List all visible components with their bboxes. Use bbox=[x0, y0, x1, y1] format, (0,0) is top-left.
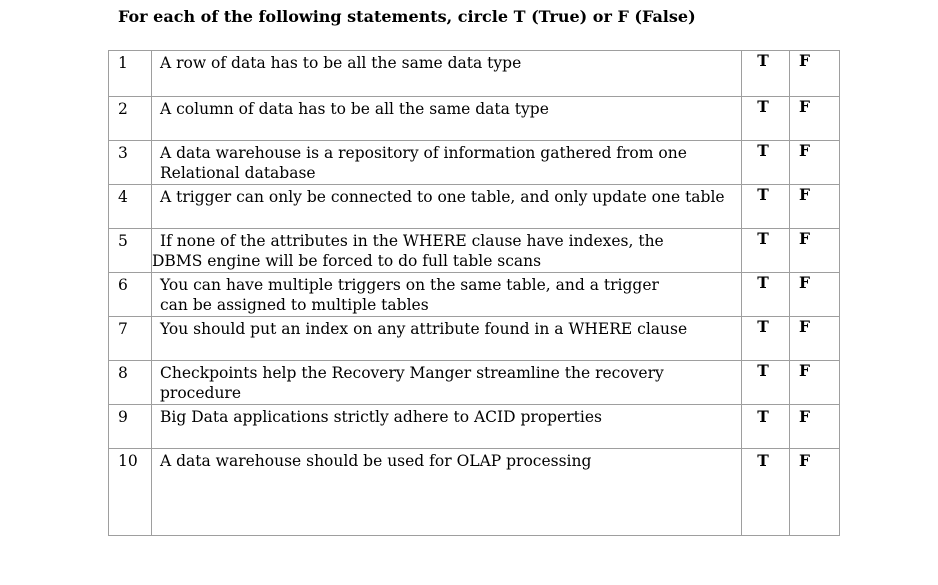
question-statement: A column of data has to be all the same data type bbox=[152, 97, 742, 141]
question-number: 10 bbox=[109, 449, 152, 536]
false-option[interactable]: F bbox=[790, 317, 840, 361]
question-number: 6 bbox=[109, 273, 152, 317]
true-option[interactable]: T bbox=[742, 51, 790, 97]
true-option[interactable]: T bbox=[742, 317, 790, 361]
question-number: 8 bbox=[109, 361, 152, 405]
question-row-10 bbox=[109, 449, 840, 536]
question-statement bbox=[152, 361, 742, 405]
false-option[interactable]: F bbox=[790, 97, 840, 141]
false-option[interactable]: F bbox=[790, 361, 840, 405]
question-number: 1 bbox=[109, 51, 152, 97]
statement-line: Checkpoints help the Recovery Manger streamline the recovery bbox=[160, 364, 664, 382]
question-number: 2 bbox=[109, 97, 152, 141]
question-statement: Big Data applications strictly adhere to ACID properties bbox=[152, 405, 742, 449]
true-option[interactable]: T bbox=[742, 97, 790, 141]
true-option[interactable]: T bbox=[742, 405, 790, 449]
true-option[interactable]: T bbox=[742, 449, 790, 536]
true-option[interactable]: T bbox=[742, 229, 790, 273]
question-row-3 bbox=[109, 141, 840, 185]
question-statement bbox=[152, 273, 742, 317]
true-option[interactable]: T bbox=[742, 185, 790, 229]
question-row-6 bbox=[109, 273, 840, 317]
true-option[interactable]: T bbox=[742, 141, 790, 185]
question-number: 7 bbox=[109, 317, 152, 361]
true-option[interactable]: T bbox=[742, 273, 790, 317]
false-option[interactable]: F bbox=[790, 185, 840, 229]
question-row-7 bbox=[109, 317, 840, 361]
question-number: 5 bbox=[109, 229, 152, 273]
question-statement: You should put an index on any attribute found in a WHERE clause bbox=[152, 317, 742, 361]
question-number: 9 bbox=[109, 405, 152, 449]
true-false-table bbox=[108, 50, 840, 536]
false-option[interactable]: F bbox=[790, 141, 840, 185]
statement-line: DBMS engine will be forced to do full table scans bbox=[152, 252, 542, 270]
question-statement bbox=[152, 141, 742, 185]
question-row-2 bbox=[109, 97, 840, 141]
question-statement: A trigger can only be connected to one table, and only update one table bbox=[152, 185, 742, 229]
question-row-9 bbox=[109, 405, 840, 449]
question-number: 4 bbox=[109, 185, 152, 229]
question-row-5 bbox=[109, 229, 840, 273]
statement-line: procedure bbox=[160, 384, 242, 402]
instructions-heading: For each of the following statements, circle T (True) or F (False) bbox=[118, 7, 696, 26]
false-option[interactable]: F bbox=[790, 405, 840, 449]
statement-line: Relational database bbox=[160, 164, 316, 182]
false-option[interactable]: F bbox=[790, 229, 840, 273]
question-number: 3 bbox=[109, 141, 152, 185]
question-row-4 bbox=[109, 185, 840, 229]
false-option[interactable]: F bbox=[790, 273, 840, 317]
question-row-1 bbox=[109, 51, 840, 97]
statement-line: If none of the attributes in the WHERE clause have indexes, the bbox=[160, 232, 664, 250]
false-option[interactable]: F bbox=[790, 449, 840, 536]
question-statement: A row of data has to be all the same data type bbox=[152, 51, 742, 97]
true-option[interactable]: T bbox=[742, 361, 790, 405]
false-option[interactable]: F bbox=[790, 51, 840, 97]
question-row-8 bbox=[109, 361, 840, 405]
statement-line: A data warehouse is a repository of information gathered from one bbox=[160, 144, 687, 162]
question-statement bbox=[152, 229, 742, 273]
question-statement: A data warehouse should be used for OLAP processing bbox=[152, 449, 742, 536]
statement-line: You can have multiple triggers on the same table, and a trigger bbox=[160, 276, 659, 294]
statement-line: can be assigned to multiple tables bbox=[160, 296, 429, 314]
